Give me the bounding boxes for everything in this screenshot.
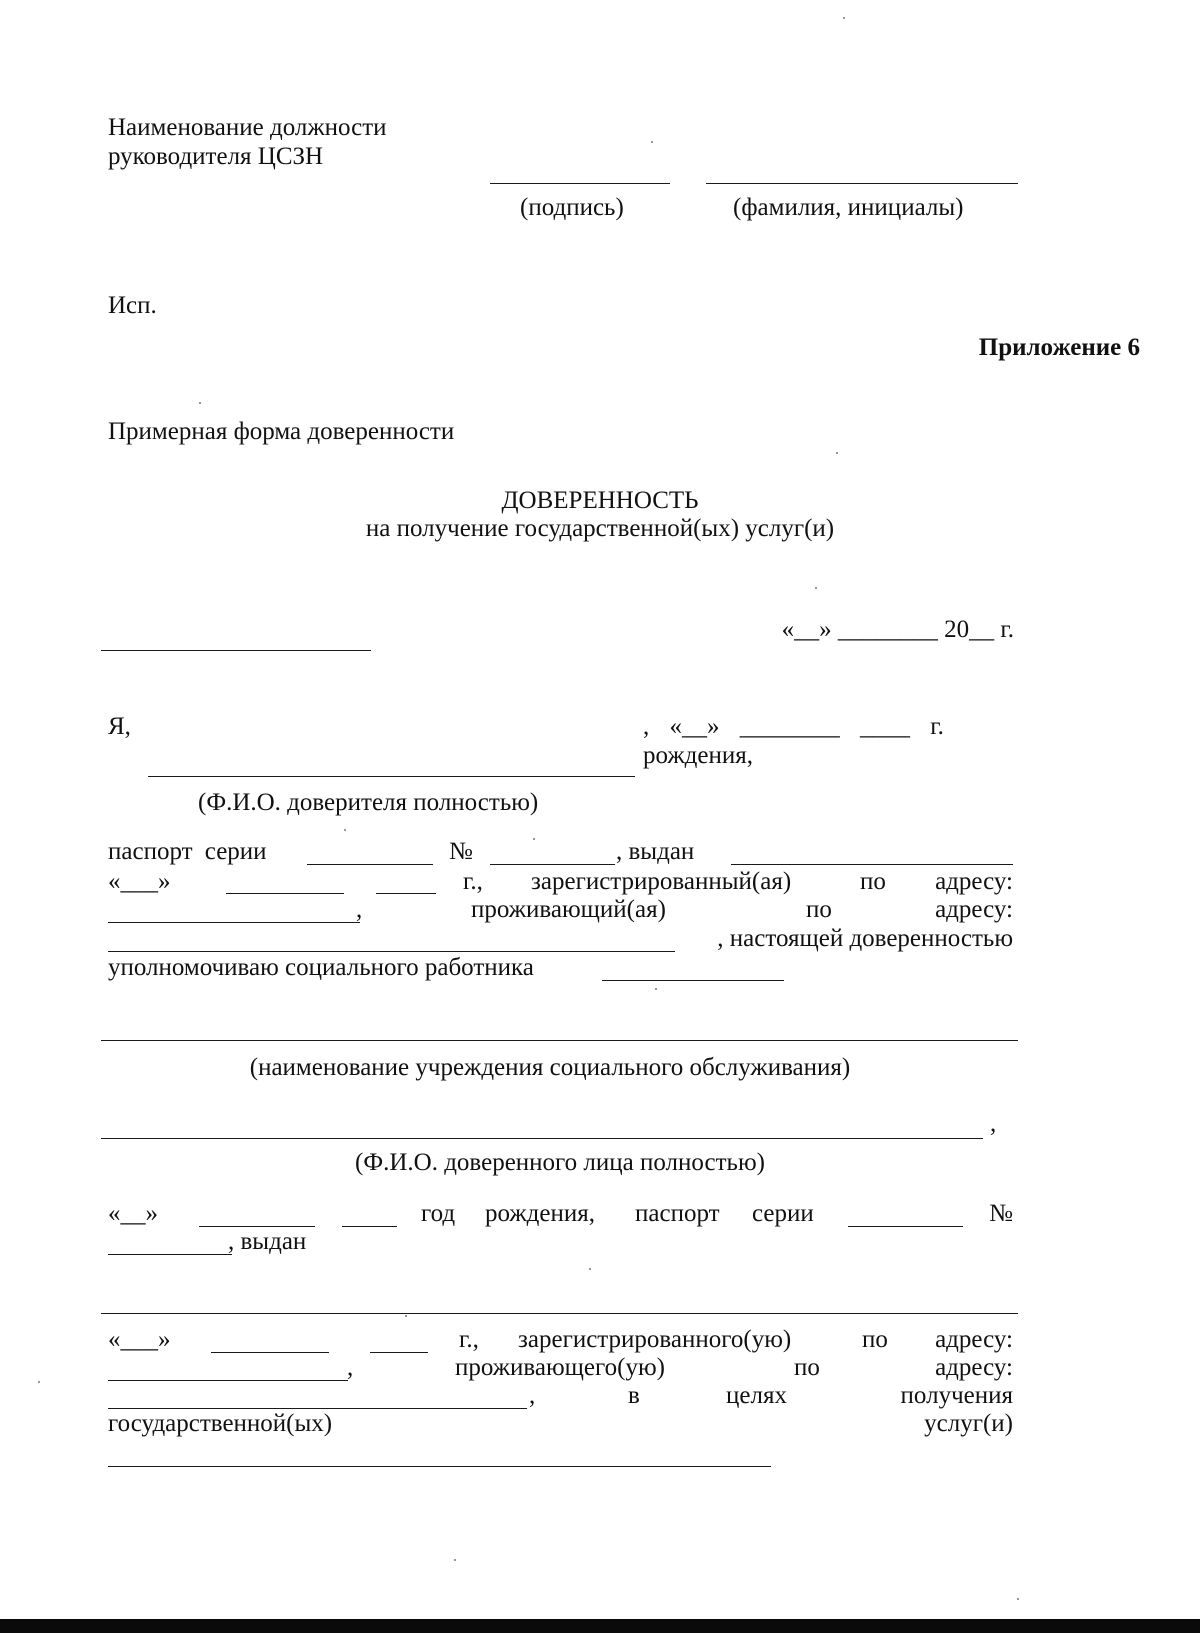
principal-living-po: по: [806, 896, 832, 923]
agent-purpose-comma: ,: [529, 1382, 536, 1409]
principal-registered-address: адресу:: [935, 868, 1013, 895]
principal-birth-date: , «__» ________ ____ г.: [643, 713, 944, 740]
principal-registered-address-line: [108, 922, 360, 923]
executor-label: Исп.: [108, 292, 157, 319]
agent-comma: ,: [347, 1354, 354, 1381]
agent-issue-day: «___»: [108, 1326, 171, 1353]
agent-registered-word: зарегистрированного(ую): [518, 1326, 792, 1353]
scan-edge-bar: [0, 1619, 1200, 1633]
agent-purpose-v: в: [628, 1382, 640, 1409]
name-initials-caption: (фамилия, инициалы): [733, 194, 964, 221]
agent-services-left: государственной(ых): [108, 1410, 333, 1437]
position-title-line2: руководителя ЦСЗН: [108, 143, 324, 170]
agent-living-address: адресу:: [935, 1354, 1013, 1381]
scan-speck: [1017, 1598, 1019, 1600]
scan-speck: [405, 1315, 407, 1317]
agent-living-word: проживающего(ую): [455, 1354, 665, 1381]
place-line: [101, 650, 371, 651]
agent-living-po: по: [794, 1354, 820, 1381]
scan-speck: [589, 1268, 591, 1270]
principal-issue-year-g: г.,: [463, 868, 483, 895]
scan-speck: [38, 1381, 40, 1383]
agent-issued-by-line: [101, 1313, 1018, 1314]
agent-birth-word: рождения,: [485, 1200, 595, 1227]
principal-number-sign: №: [449, 838, 473, 865]
scan-speck: [655, 988, 657, 990]
principal-living-address-line: [108, 951, 675, 952]
agent-fio-caption: (Ф.И.О. доверенного лица полностью): [355, 1149, 765, 1176]
principal-fio-line: [148, 776, 635, 777]
principal-issued-label: , выдан: [616, 838, 695, 865]
position-title-line1: Наименование должности: [108, 114, 387, 141]
scan-speck: [815, 587, 817, 589]
agent-issued-label: , выдан: [228, 1228, 307, 1255]
principal-living-address: адресу:: [935, 896, 1013, 923]
scan-speck: [344, 829, 346, 831]
agent-issue-year-g: г.,: [459, 1326, 479, 1353]
scan-speck: [843, 17, 845, 19]
principal-passport-series-line: [307, 864, 433, 865]
agent-living-address-line: [108, 1408, 527, 1409]
sample-form-label: Примерная форма доверенности: [108, 418, 455, 445]
agent-passport-number-line: [108, 1254, 232, 1255]
principal-fio-caption: (Ф.И.О. доверителя полностью): [198, 789, 539, 816]
agent-series-line: [848, 1226, 963, 1227]
principal-issue-day: «___»: [108, 868, 171, 895]
agent-passport-word: паспорт: [635, 1200, 720, 1227]
agent-purpose-tselyakh: целях: [726, 1382, 787, 1409]
agent-birth-year-line: [342, 1226, 397, 1227]
agent-number-sign: №: [989, 1200, 1013, 1227]
principal-issue-month-line: [226, 893, 344, 894]
signature-caption: (подпись): [520, 194, 624, 221]
principal-passport-series-label: паспорт серии: [108, 838, 267, 865]
principal-ya: Я,: [108, 713, 131, 740]
principal-living-word: проживающий(ая): [471, 896, 666, 923]
agent-trailing-comma: ,: [990, 1110, 997, 1137]
social-worker-line: [602, 980, 784, 981]
agent-series-word: серии: [752, 1200, 814, 1227]
document-title: ДОВЕРЕННОСТЬ: [501, 487, 699, 514]
principal-registered-po: по: [860, 868, 886, 895]
scan-speck: [199, 402, 201, 404]
agent-issue-year-line: [370, 1352, 428, 1353]
scan-speck: [836, 452, 838, 454]
principal-birth-word: рождения,: [643, 742, 753, 769]
principal-authorize: уполномочиваю социального работника: [108, 954, 534, 981]
document-date: «__» ________ 20__ г.: [781, 616, 1014, 643]
principal-comma: ,: [356, 896, 363, 923]
name-initials-line: [706, 183, 1018, 184]
agent-registered-address-line: [108, 1380, 348, 1381]
signature-line: [490, 183, 670, 184]
agent-birth-month-line: [199, 1226, 315, 1227]
appendix-label: Приложение 6: [978, 334, 1140, 361]
principal-issued-by-line: [731, 864, 1013, 865]
principal-issue-year-line: [376, 893, 436, 894]
document-subtitle: на получение государственной(ых) услуг(и): [365, 515, 835, 542]
agent-birth-day: «__»: [108, 1200, 158, 1227]
agent-purpose-polucheniya: получения: [900, 1382, 1013, 1409]
services-list-line: [108, 1466, 771, 1467]
agent-year-word: год: [421, 1200, 456, 1227]
agent-services-right: услуг(и): [924, 1410, 1013, 1437]
principal-this-proxy: , настоящей доверенностью: [717, 925, 1013, 952]
agent-issue-month-line: [211, 1352, 329, 1353]
agent-registered-address: адресу:: [935, 1326, 1013, 1353]
scan-speck: [533, 838, 535, 840]
scan-speck: [651, 141, 653, 143]
principal-registered-word: зарегистрированный(ая): [531, 868, 792, 895]
principal-passport-number-line: [490, 864, 615, 865]
agent-fio-line: [101, 1138, 983, 1139]
institution-caption: (наименование учреждения социального обслуживания): [249, 1054, 851, 1081]
agent-registered-po: по: [862, 1326, 888, 1353]
institution-line: [101, 1040, 1018, 1041]
scan-speck: [454, 1559, 456, 1561]
